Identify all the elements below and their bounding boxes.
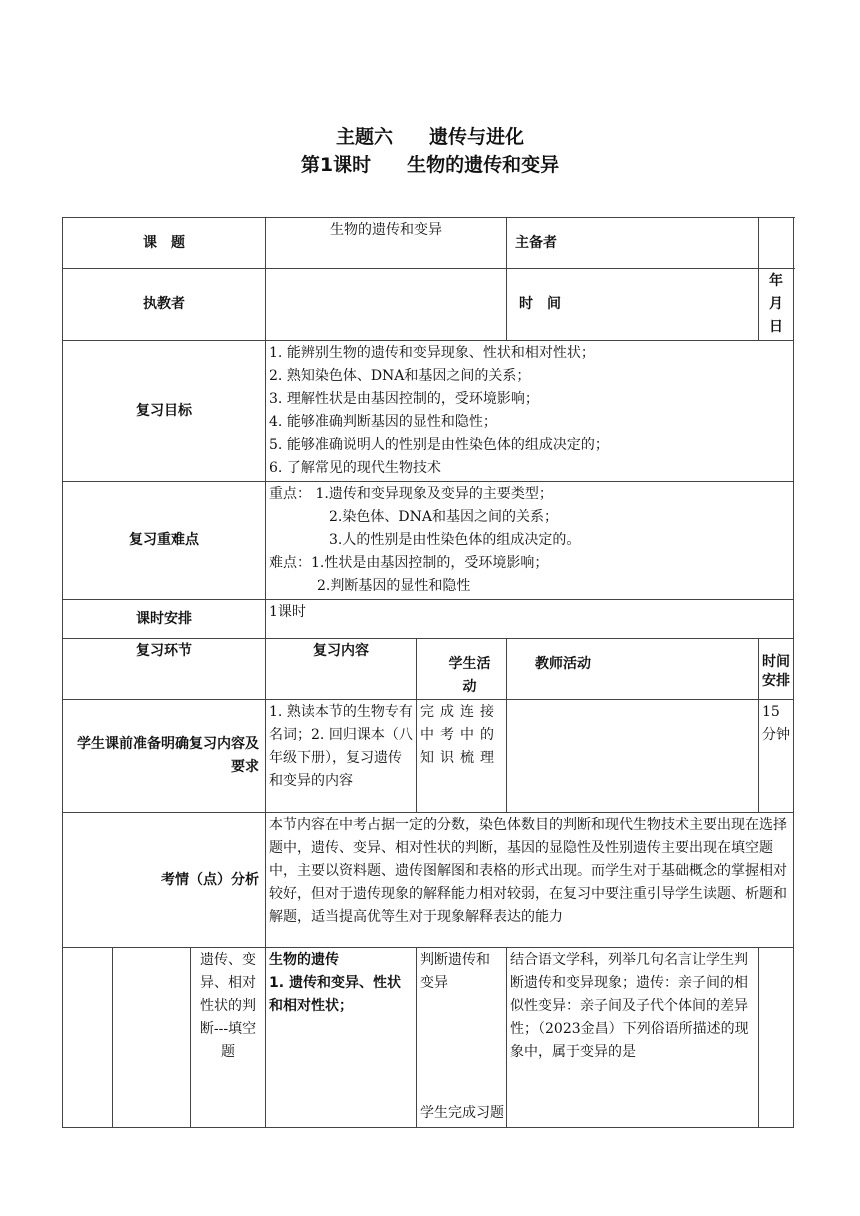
keypoints-label: 复习重难点 — [63, 482, 266, 600]
empty-cell — [113, 948, 191, 1128]
main-prep-label: 主备者 — [507, 218, 759, 269]
goal-item: 1. 能辨别生物的遗传和变异现象、性状和相对性状； — [269, 345, 595, 361]
topic-value: 生物的遗传和变异 — [266, 218, 507, 269]
goal-item: 5. 能够准确说明人的性别是由性染色体的组成决定的； — [269, 437, 609, 453]
lesson-name: 生物的遗传和变异 — [407, 154, 560, 176]
table-row — [63, 700, 794, 813]
sub-time — [759, 948, 794, 1128]
lesson-number: 第1课时 — [300, 154, 372, 176]
col-section-header: 复习环节 — [63, 639, 266, 700]
prep-time: 15分钟 — [759, 700, 794, 813]
time-label: 时 间 — [507, 269, 759, 341]
keypoint-item: 2.染色体、DNA和基因之间的关系； — [329, 509, 558, 525]
hours-value: 1课时 — [266, 600, 794, 639]
prep-content: 1. 熟读本节的生物专有名词；2. 回归课本（八年级下册），复习遗传和变异的内容 — [266, 700, 417, 813]
sub-student-task: 判断遗传和变异 — [420, 952, 491, 991]
sub-content — [266, 948, 417, 1128]
theme-name: 遗传与进化 — [429, 126, 525, 148]
sub-content-item: 1. 遗传和变异、性状和相对性状； — [269, 975, 401, 1014]
goal-item: 6. 了解常见的现代生物技术 — [269, 460, 441, 476]
empty-cell — [63, 948, 113, 1128]
keypoints-list — [266, 482, 794, 600]
keypoint-item: 难点：1.性状是由基因控制的，受环境影响； — [269, 555, 549, 571]
sub-teacher: 结合语文学科，列举几句名言让学生判断遗传和变异现象；遗传：亲子间的相似性变异：亲子间及子代个体间的差异性；（2023金昌）下列俗语所描述的现象中，属于变异的是 — [507, 948, 759, 1128]
goals-label: 复习目标 — [63, 341, 266, 482]
sub-student — [417, 948, 507, 1128]
table-row — [63, 341, 794, 482]
theme-number: 主题六 — [335, 126, 393, 148]
sub-student-exercise: 学生完成习题 — [420, 1105, 505, 1121]
sub-section-label: 遗传、变异、相对性状的判断---填空题 — [191, 948, 266, 1128]
prep-teacher — [507, 700, 759, 813]
sub-content-title: 生物的遗传 — [269, 952, 340, 968]
page-title — [0, 124, 860, 150]
prep-student: 完成连接中考中的知识梳理 — [417, 700, 507, 813]
teacher-label: 执教者 — [63, 269, 266, 341]
goal-item: 3. 理解性状是由基因控制的，受环境影响； — [269, 391, 539, 407]
prep-label: 学生课前准备明确复习内容及要求 — [63, 700, 266, 813]
col-teacher-header: 教师活动 — [507, 639, 759, 700]
lesson-plan-table — [62, 217, 794, 1128]
main-prep-value — [759, 218, 794, 269]
analysis-label: 考情（点）分析 — [63, 813, 266, 948]
analysis-text: 本节内容在中考占据一定的分数，染色体数目的判断和现代生物技术主要出现在选择题中，遗传、变异、相对性状的判断，基因的显隐性及性别遗传主要出现在填空题中，主要以资料题、遗传图解图和表格的形式出现。而学生对于基础概念的掌握相对较好，但对于遗传现象的解释能力相对较弱，在复习中要注重引导学生读题、析题和解题，适当提高优等生对于现象解释表达的能力 — [266, 813, 794, 948]
table-row — [63, 813, 794, 948]
hours-label: 课时安排 — [63, 600, 266, 639]
topic-label: 课 题 — [63, 218, 266, 269]
teacher-value — [266, 269, 507, 341]
page-subtitle — [0, 152, 860, 178]
goal-item: 2. 熟知染色体、DNA和基因之间的关系； — [269, 368, 531, 384]
keypoint-item: 2.判断基因的显性和隐性 — [317, 578, 471, 594]
table-row — [63, 948, 794, 1128]
col-student-header: 学生活动 — [417, 639, 507, 700]
table-row — [63, 218, 794, 269]
table-row — [63, 482, 794, 600]
keypoint-item: 3.人的性别是由性染色体的组成决定的。 — [329, 532, 581, 548]
table-row — [63, 639, 794, 700]
date-value: 年 月 日 — [759, 269, 794, 341]
keypoint-item: 重点： 1.遗传和变异现象及变异的主要类型； — [269, 486, 553, 502]
col-content-header: 复习内容 — [266, 639, 417, 700]
table-row — [63, 600, 794, 639]
col-time-header: 时间安排 — [759, 639, 794, 700]
table-row — [63, 269, 794, 341]
goals-list — [266, 341, 794, 482]
goal-item: 4. 能够准确判断基因的显性和隐性； — [269, 414, 497, 430]
